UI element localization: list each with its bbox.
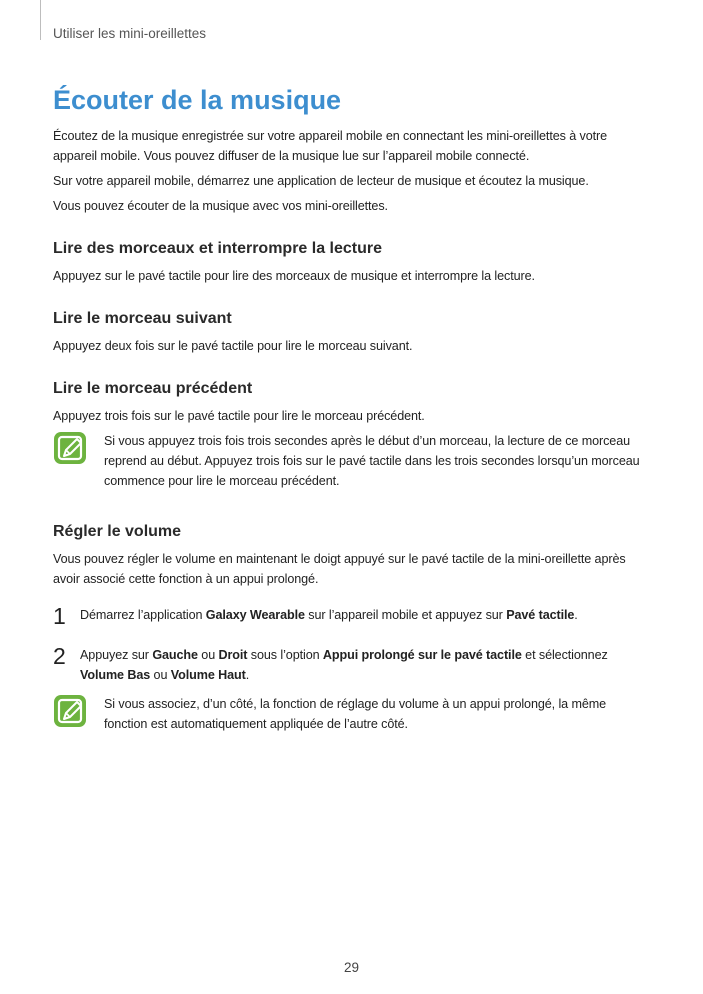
step-2 bbox=[53, 645, 645, 685]
heading-volume: Régler le volume bbox=[53, 523, 182, 540]
intro-paragraph-3: Vous pouvez écouter de la musique avec vos mini-oreillettes. bbox=[53, 199, 388, 213]
page-title: Écouter de la musique bbox=[53, 85, 342, 115]
text-play: Appuyez sur le pavé tactile pour lire des morceaux de musique et interrompre la lecture. bbox=[53, 269, 535, 283]
step-1 bbox=[53, 603, 645, 629]
page-content bbox=[53, 83, 645, 734]
note-volume bbox=[53, 694, 645, 734]
text-previous: Appuyez trois fois sur le pavé tactile pour lire le morceau précédent. bbox=[53, 409, 425, 423]
note-previous bbox=[53, 431, 645, 491]
step-2-text: Appuyez sur Gauche ou Droit sous l’option Appui prolongé sur le pavé tactile et sélectionnez Volume Bas ou Volume Haut. bbox=[80, 648, 608, 682]
note-previous-text: Si vous appuyez trois fois trois secondes après le début d’un morceau, la lecture de ce morceau reprend au début. Appuyez trois fois sur le pavé tactile dans les trois secondes lorsqu’un morceau commence pour lire le morceau précédent. bbox=[104, 434, 640, 488]
intro-paragraph-1: Écoutez de la musique enregistrée sur votre appareil mobile en connectant les mini-oreillettes à votre appareil mobile. Vous pouvez diffuser de la musique lue sur l’appareil mobile connecté. bbox=[53, 129, 608, 163]
note-pencil-icon bbox=[53, 431, 87, 465]
heading-play: Lire des morceaux et interrompre la lecture bbox=[53, 240, 383, 257]
header-rule bbox=[40, 0, 41, 40]
text-volume: Vous pouvez régler le volume en maintenant le doigt appuyé sur le pavé tactile de la mini-oreillette après avoir associé cette fonction à un appui prolongé. bbox=[53, 552, 626, 586]
text-next: Appuyez deux fois sur le pavé tactile pour lire le morceau suivant. bbox=[53, 339, 413, 353]
step-2-number: 2 bbox=[53, 643, 66, 669]
page-number: 29 bbox=[343, 960, 360, 975]
step-1-text: Démarrez l’application Galaxy Wearable sur l’appareil mobile et appuyez sur Pavé tactile. bbox=[80, 608, 578, 622]
note-volume-text: Si vous associez, d’un côté, la fonction de réglage du volume à un appui prolongé, la même fonction est automatiquement appliquée de l’autre côté. bbox=[104, 697, 607, 731]
step-1-number: 1 bbox=[53, 603, 66, 629]
note-pencil-icon bbox=[53, 694, 87, 728]
section-header: Utiliser les mini-oreillettes bbox=[53, 26, 207, 41]
intro-paragraph-2: Sur votre appareil mobile, démarrez une application de lecteur de musique et écoutez la musique. bbox=[53, 174, 589, 188]
heading-next: Lire le morceau suivant bbox=[53, 310, 232, 327]
heading-previous: Lire le morceau précédent bbox=[53, 380, 253, 397]
